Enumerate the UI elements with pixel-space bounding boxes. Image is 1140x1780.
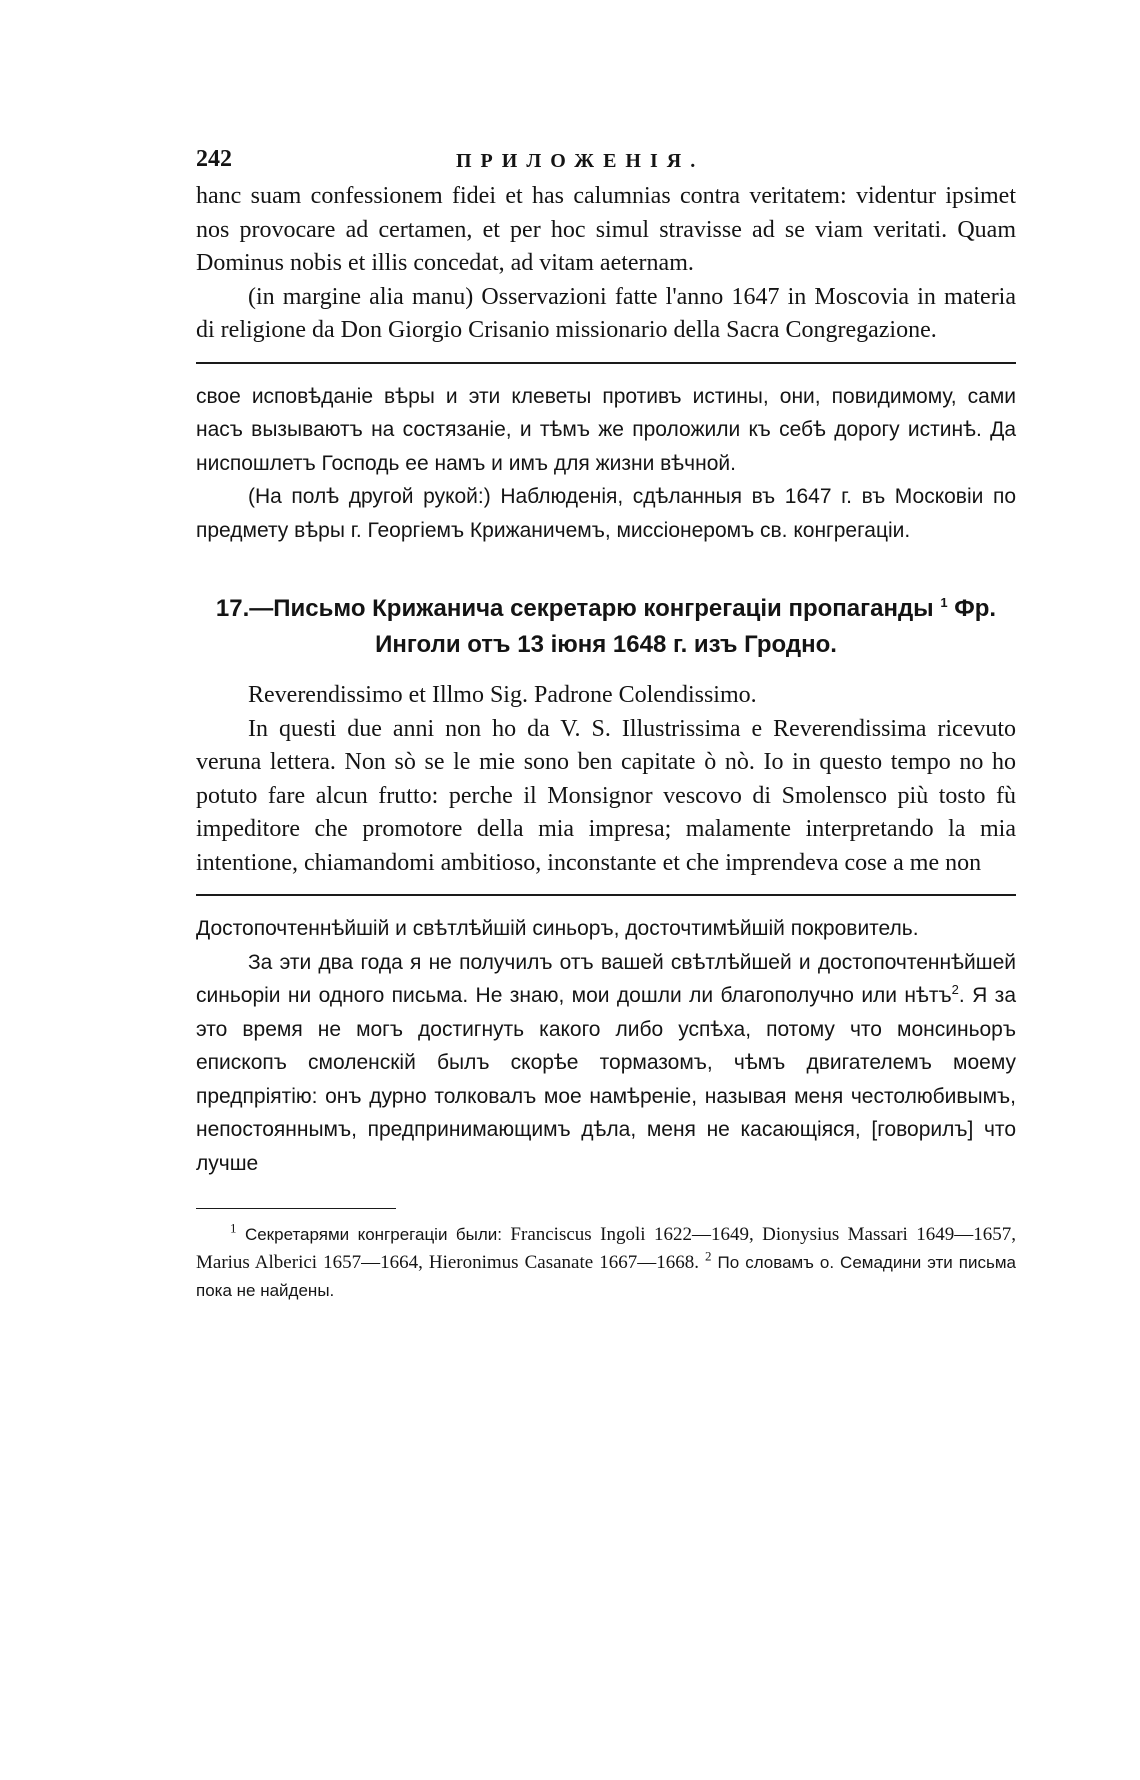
russian-body-part: . Я за это время не могъ достигнуть какого либо успѣха, потому что монсиньоръ епископъ смоленскій былъ скорѣе тормазомъ, чѣмъ двигателемъ моему предпріятію: онъ дурно толковалъ мое намѣреніе, называя меня честолюбивымъ, непостояннымъ, предпринимающимъ дѣла, меня не касающіяся, [говорилъ] что лучше [196, 984, 1016, 1175]
latin-letter [196, 679, 1016, 880]
footnote-rule [196, 1208, 396, 1209]
russian-text-block [196, 380, 1016, 548]
russian-body-part: За эти два года я не получилъ отъ вашей свѣтлѣйшей и достопочтеннѣйшей синьоріи ни одного письма. Не знаю, мои дошли ли благополучно или нѣтъ [196, 950, 1016, 1007]
russian-paragraph: свое исповѣданіе вѣры и эти клеветы противъ истины, они, повидимому, сами насъ вызываютъ на состязаніе, и тѣмъ же проложили къ себѣ дорогу истинѣ. Да ниспошлетъ Господь ее намъ и имъ для жизни вѣчной. [196, 384, 1016, 475]
latin-letter-body: In questi due anni non ho da V. S. Illustrissima e Reverendissima ricevuto veruna lettera. Non sò se le mie sono ben capitate ò nò. Io in questo tempo no ho potuto fare alcun frutto: perche il Monsignor vescovo di Smolensco più tosto fù impeditore che promotore della mia impresa; malamente interpretando la mia intentione, chiamandomi ambitioso, inconstante et che imprendeva cose a me non [196, 715, 1016, 876]
footnote-1-latin: Franciscus Ingoli 1622—1649, Dionysius Massari 1649—1657, Marius Alberici 1657—1664, Hieronimus Casanate 1667—1668. [196, 1224, 1017, 1273]
running-head [196, 140, 1016, 180]
latin-text-block [196, 180, 1016, 348]
footnote-marker: 1 [230, 1220, 237, 1236]
footnote-1-ru: Секретарями конгрегаціи были: [244, 1225, 502, 1244]
russian-salutation: Достопочтеннѣйшій и свѣтлѣйшій синьоръ, досточтимѣйшій покровитель. [196, 917, 919, 940]
heading-line-1-end: Фр. [954, 595, 997, 622]
heading-line-1: 17.—Письмо Крижанича секретарю конгрегаціи пропаганды [215, 595, 934, 622]
latin-paragraph: (in margine alia manu) Osservazioni fatte l'anno 1647 in Moscovia in materia di religione da Don Giorgio Crisanio missionario della Sacra Congregazione. [196, 283, 1016, 343]
footnotes [196, 1221, 1016, 1305]
latin-salutation: Reverendissimo et Illmo Sig. Padrone Colendissimo. [248, 682, 757, 708]
divider-rule [196, 362, 1016, 364]
footnote-2-ru: По словамъ о. Семадини эти письма пока не найдены. [196, 1253, 1016, 1300]
russian-letter [196, 912, 1016, 1180]
latin-paragraph: hanc suam confessionem fidei et has calumnias contra veritatem: videntur ipsimet nos provocare ad certamen, et per hoc simul stravisse ad se viam veritati. Quam Dominus nobis et illis concedat, ad vitam aeternam. [196, 183, 1016, 276]
heading-line-2: Инголи отъ 13 іюня 1648 г. изъ Гродно. [375, 631, 837, 658]
footnote-marker: 1 [940, 595, 948, 610]
section-heading [196, 591, 1016, 663]
russian-paragraph: (На полѣ другой рукой:) Наблюденія, сдѣланныя въ 1647 г. въ Московіи по предмету вѣры г. Георгіемъ Крижаничемъ, миссіонеромъ св. конгрегаціи. [196, 485, 1016, 542]
divider-rule [196, 894, 1016, 896]
footnote-marker: 2 [951, 982, 959, 997]
footnote-marker: 2 [704, 1248, 712, 1264]
page-number: 242 [196, 146, 232, 172]
running-title: ПРИЛОЖЕНІЯ. [456, 150, 705, 172]
russian-letter-body [196, 946, 1016, 1181]
book-page [196, 140, 1016, 1305]
